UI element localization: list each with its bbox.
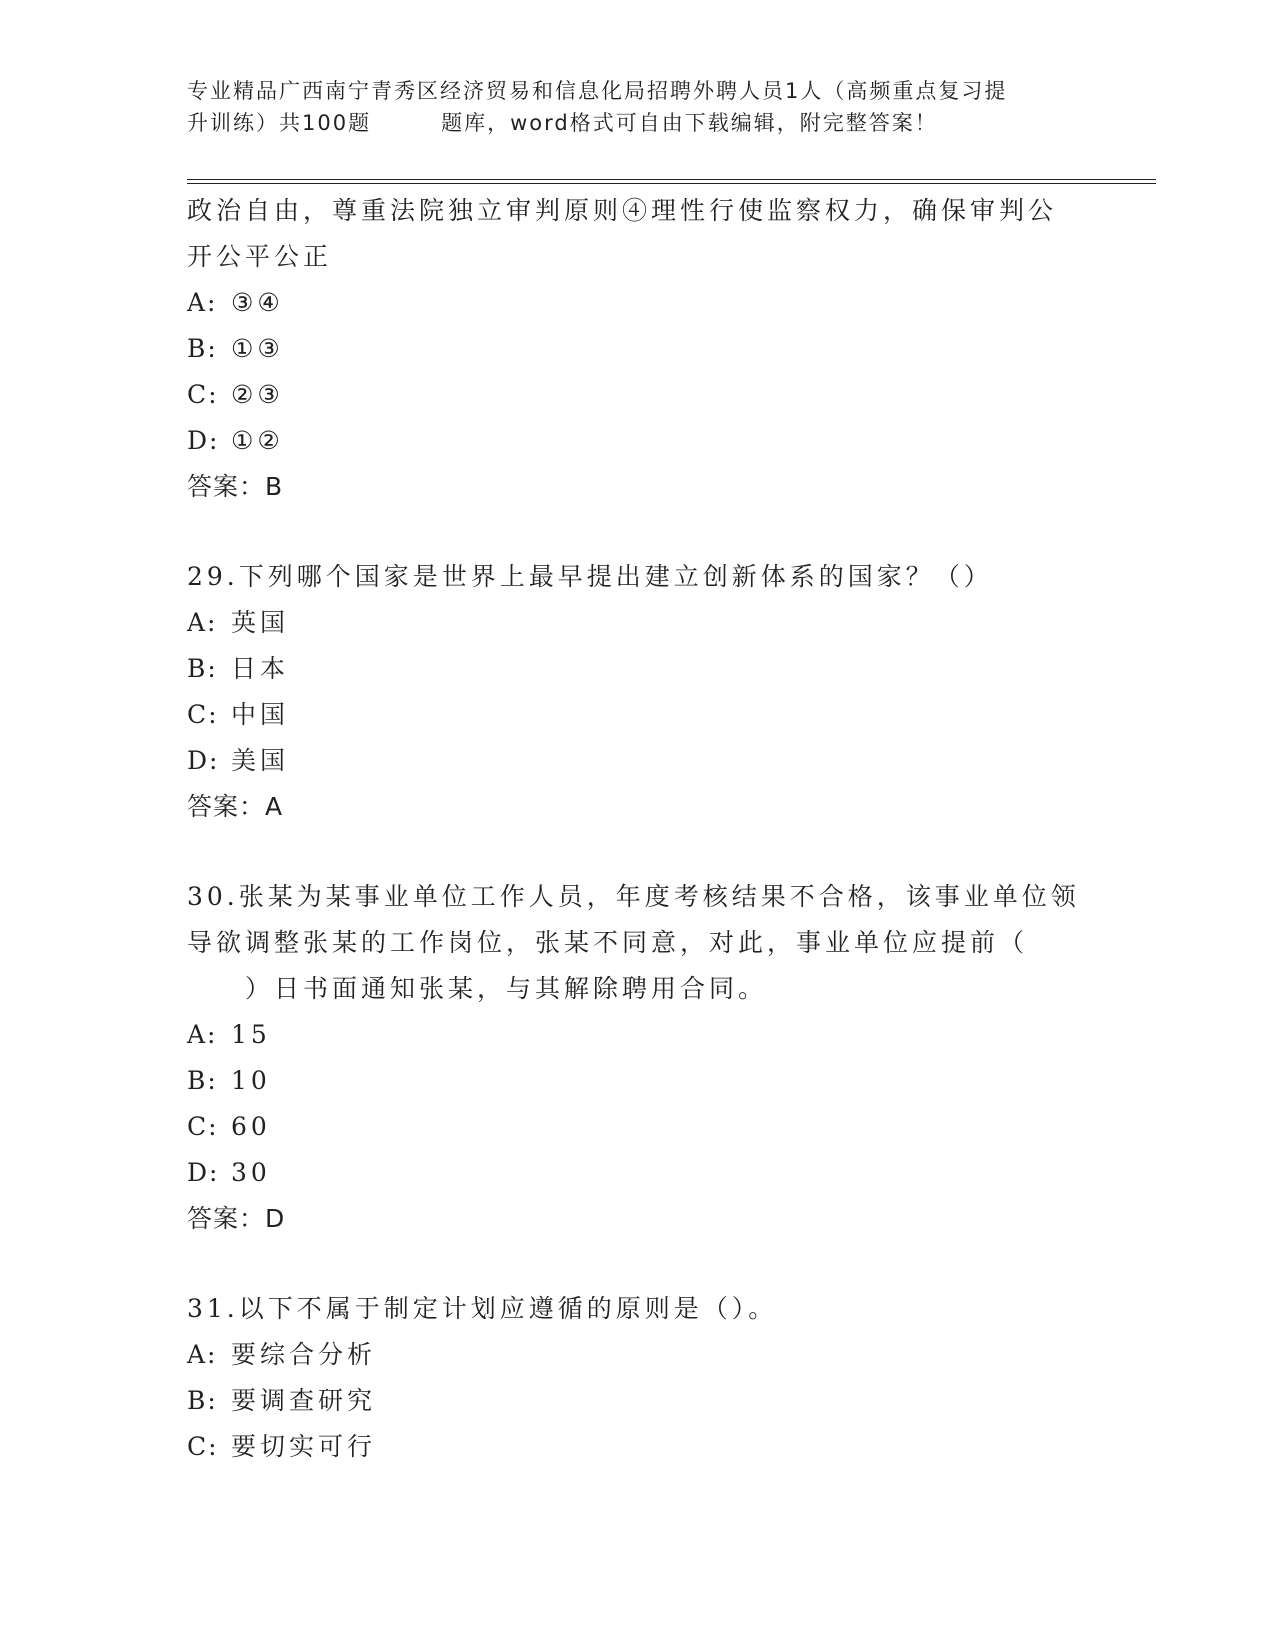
header-divider-bottom: [187, 183, 1156, 184]
option-letter: C:: [187, 1432, 219, 1461]
option-text: ③④: [231, 288, 284, 317]
option-letter: B:: [187, 334, 218, 363]
option-text: 15: [231, 1020, 271, 1049]
question-text: 导欲调整张某的工作岗位，张某不同意，对此，事业单位应提前（: [187, 928, 1029, 957]
option-letter: A:: [187, 608, 218, 637]
option-a: [187, 1012, 1087, 1058]
header-title-line2: [187, 107, 1087, 139]
option-text: 美国: [231, 746, 290, 775]
question-list: [187, 188, 1087, 1470]
option-c: [187, 692, 1087, 738]
option-b: [187, 1058, 1087, 1104]
option-a: [187, 280, 1087, 326]
option-d: [187, 1150, 1087, 1196]
option-letter: B:: [187, 1066, 218, 1095]
question-text: 政治自由，尊重法院独立审判原则④理性行使监察权力，确保审判公: [187, 196, 1058, 225]
option-text: ①③: [231, 334, 284, 363]
option-b: [187, 1378, 1087, 1424]
option-text: 要切实可行: [231, 1432, 377, 1461]
header-title-line2-part1: 升训练）共100题: [187, 111, 372, 135]
option-text: 30: [231, 1158, 271, 1187]
option-letter: A:: [187, 1340, 218, 1369]
option-letter: D:: [187, 746, 220, 775]
option-letter: B:: [187, 1386, 218, 1415]
option-a: [187, 1332, 1087, 1378]
option-text: 10: [231, 1066, 271, 1095]
question-block-28: [187, 188, 1087, 510]
question-text: 31.以下不属于制定计划应遵循的原则是（）。: [187, 1294, 778, 1323]
question-block-30: [187, 874, 1087, 1242]
option-text: 60: [231, 1112, 271, 1141]
option-letter: C:: [187, 700, 219, 729]
option-d: [187, 738, 1087, 784]
option-letter: C:: [187, 380, 219, 409]
option-text: 英国: [231, 608, 290, 637]
question-text: 30.张某为某事业单位工作人员，年度考核结果不合格，该事业单位领: [187, 882, 1080, 911]
answer: 答案：D: [187, 1204, 286, 1233]
option-text: 要综合分析: [231, 1340, 377, 1369]
option-d: [187, 418, 1087, 464]
question-text: ）日书面通知张某，与其解除聘用合同。: [245, 974, 768, 1003]
header-divider-top: [187, 179, 1156, 180]
option-text: ①②: [231, 426, 284, 455]
question-block-29: [187, 554, 1087, 830]
option-c: [187, 1424, 1087, 1470]
page-header: [187, 75, 1087, 139]
option-letter: A:: [187, 1020, 218, 1049]
option-text: 中国: [231, 700, 290, 729]
header-title-line2-part2: 题库，word格式可自由下载编辑，附完整答案！: [441, 111, 938, 135]
option-letter: D:: [187, 1158, 220, 1187]
answer: 答案：B: [187, 472, 284, 501]
question-block-31: [187, 1286, 1087, 1470]
option-letter: A:: [187, 288, 218, 317]
option-c: [187, 1104, 1087, 1150]
question-text: 开公平公正: [187, 242, 333, 271]
answer: 答案：A: [187, 792, 284, 821]
option-letter: C:: [187, 1112, 219, 1141]
option-b: [187, 646, 1087, 692]
option-text: ②③: [231, 380, 284, 409]
option-b: [187, 326, 1087, 372]
option-c: [187, 372, 1087, 418]
question-text: 29.下列哪个国家是世界上最早提出建立创新体系的国家？（）: [187, 562, 993, 591]
option-letter: D:: [187, 426, 220, 455]
header-title-line1: 专业精品广西南宁青秀区经济贸易和信息化局招聘外聘人员1人（高频重点复习提: [187, 79, 1008, 103]
option-text: 日本: [231, 654, 290, 683]
option-text: 要调查研究: [231, 1386, 377, 1415]
option-letter: B:: [187, 654, 218, 683]
option-a: [187, 600, 1087, 646]
